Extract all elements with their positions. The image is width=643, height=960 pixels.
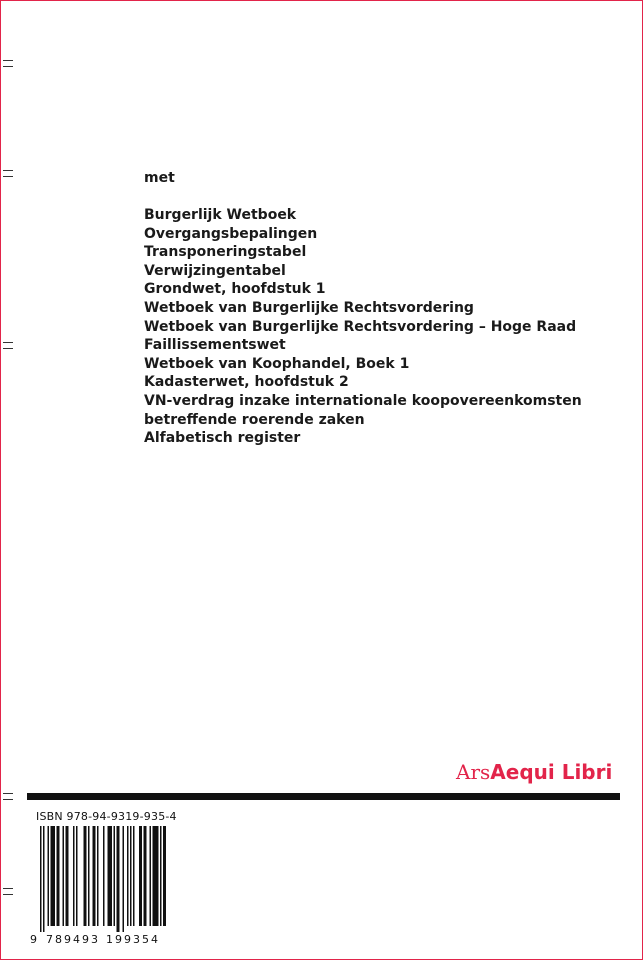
margin-mark [3,170,13,177]
contents-item: VN-verdrag inzake internationale koopovereenkomsten [144,392,582,409]
barcode-bar [48,826,50,926]
isbn-text: ISBN 978-94-9319-935-4 [36,810,177,823]
contents-item: Faillissementswet [144,337,286,354]
barcode-bar [93,826,96,926]
barcode-bars [40,826,170,932]
contents-list [144,206,582,448]
barcode-bar [40,826,42,932]
barcode-bar [150,826,152,926]
barcode-lead-digit: 9 [30,933,37,946]
black-rule [27,793,620,800]
publisher-logo-ars: Ars [456,760,491,784]
publisher-logo-aequi-libri: Aequi Libri [490,760,613,784]
barcode-bar [97,826,99,926]
publisher-logo [456,760,612,784]
barcode-bar [63,826,65,926]
barcode [30,826,170,948]
barcode-bar [66,826,69,926]
contents-item: Grondwet, hoofdstuk 1 [144,281,326,298]
barcode-bar [160,826,162,926]
barcode-bar [123,826,125,932]
barcode-bar [88,826,90,926]
contents-item: Overgangsbepalingen [144,225,318,242]
barcode-bar [114,826,116,926]
barcode-bar [127,826,129,926]
barcode-bar [153,826,159,926]
contents-item: Verwijzingentabel [144,262,286,279]
barcode-bar [163,826,166,926]
barcode-bar [73,826,75,926]
margin-mark [3,793,13,800]
barcode-bar [57,826,60,926]
barcode-bar [133,826,135,926]
barcode-bar [103,826,105,926]
margin-mark [3,342,13,349]
contents-item: Burgerlijk Wetboek [144,207,297,223]
margin-mark [3,888,13,895]
contents-item: Wetboek van Burgerlijke Rechtsvordering – Hoge Raad [144,318,577,335]
barcode-bar [117,826,120,932]
barcode-bar [51,826,56,926]
contents-item: Wetboek van Burgerlijke Rechtsvordering [144,299,474,316]
barcode-group-2: 199354 [106,933,160,946]
barcode-bar [130,826,132,926]
barcode-bar [139,826,142,926]
contents-item: Alfabetisch register [144,430,301,447]
barcode-bar [43,826,45,932]
contents-item: Transponeringstabel [144,244,307,261]
barcode-bar [108,826,113,926]
barcode-bar [76,826,78,926]
intro-text: met [144,170,175,186]
contents-item: betreffende roerende zaken [144,411,365,428]
contents-item: Kadasterwet, hoofdstuk 2 [144,374,349,391]
margin-mark [3,60,13,67]
barcode-group-1: 789493 [46,933,100,946]
contents-item: Wetboek van Koophandel, Boek 1 [144,355,410,372]
barcode-bar [84,826,87,926]
barcode-bar [144,826,147,926]
